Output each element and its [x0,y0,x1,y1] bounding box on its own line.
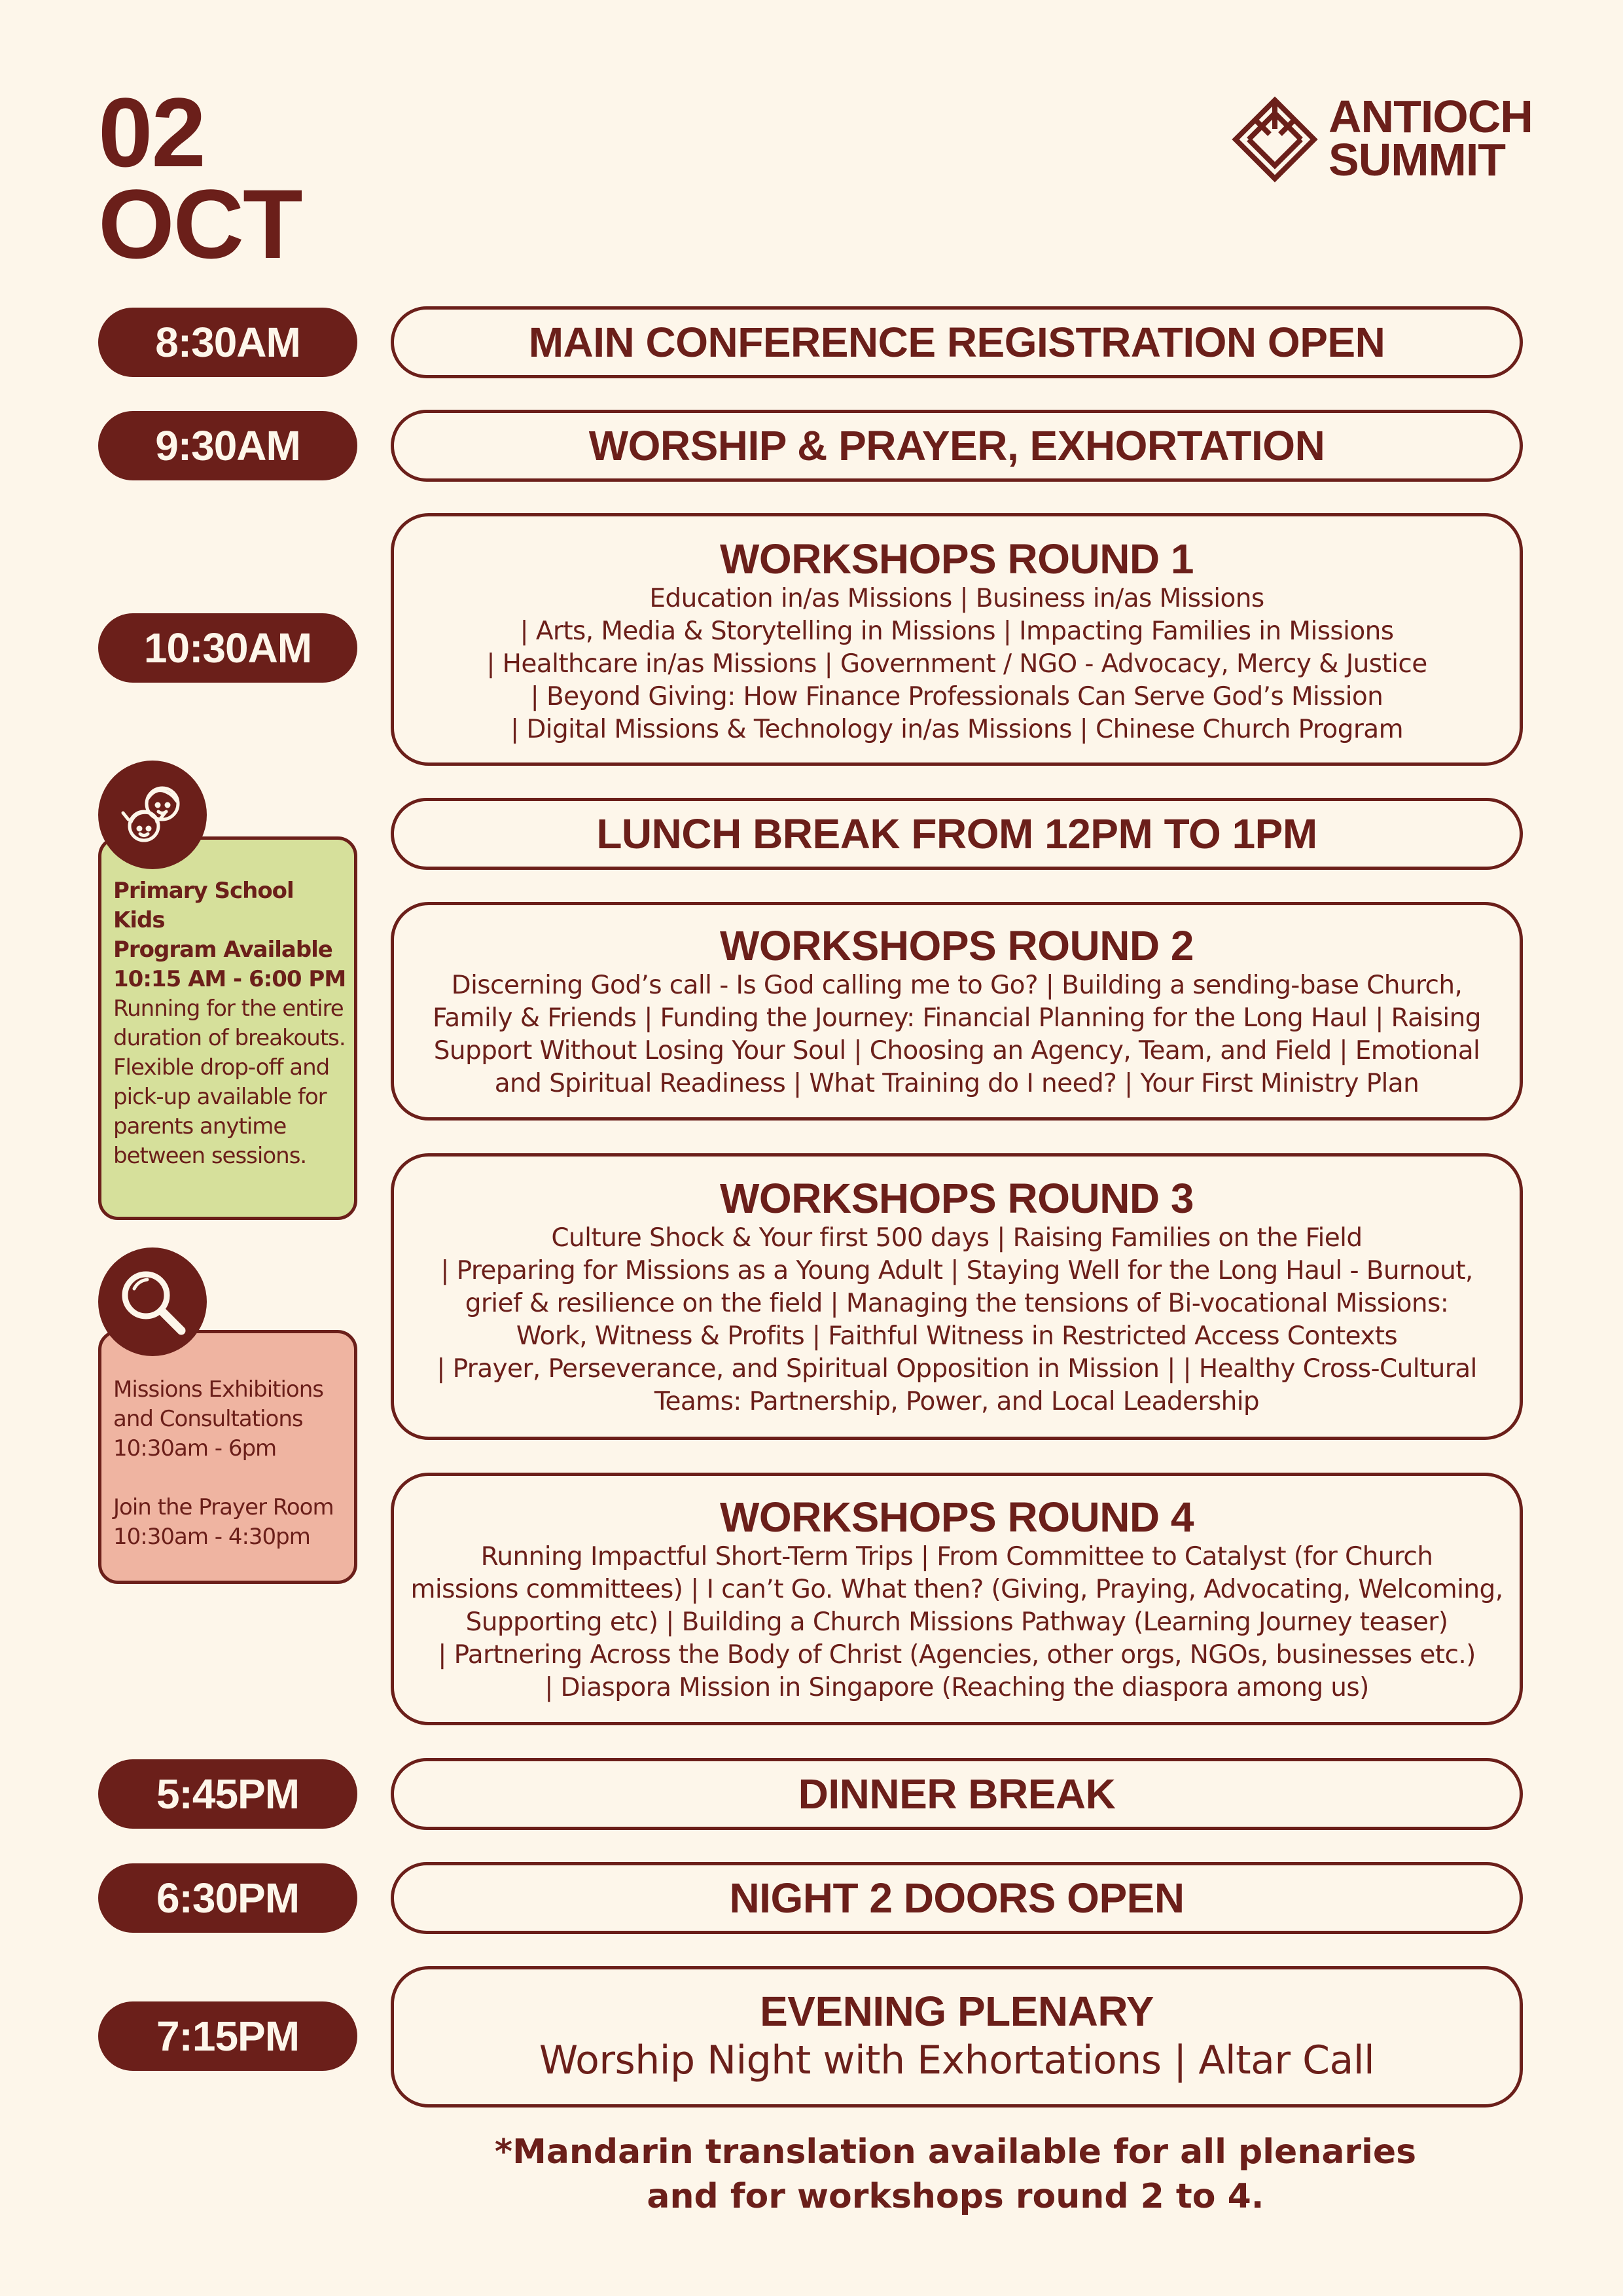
schedule-item-workshops-1 [391,513,1523,766]
schedule-title: LUNCH BREAK FROM 12PM TO 1PM [596,810,1317,857]
footnote-line-1: *Mandarin translation available for all plenaries [494,2132,1417,2172]
time-pill: 8:30AM [98,308,357,377]
schedule-title: WORKSHOPS ROUND 1 [720,535,1194,583]
kids-time: 10:15 AM - 6:00 PM [113,966,346,992]
schedule-title: WORSHIP & PRAYER, EXHORTATION [588,422,1325,469]
missions-heading-1: Missions Exhibitions [113,1376,323,1403]
workshop-list: Education in/as Missions | Business in/as Missions | Arts, Media & Storytelling in Missions | Impacting Families in Missions | Healthcare in/as Missions | Government / NGO - Advocacy, Mercy & Justice | Beyond Giving: How Finance Professionals Can Serve God’s Mission | Digital Missions & Technology in/as Missions | Chinese Church Program [486,584,1427,744]
schedule-item-dinner [391,1758,1523,1830]
schedule-item-workshops-4 [391,1473,1523,1725]
kids-program-note [98,836,357,1220]
kids-heading-1: Primary School Kids [113,878,294,933]
schedule-title: WORKSHOPS ROUND 3 [720,1175,1194,1222]
schedule-subtitle: Worship Night with Exhortations | Altar Call [539,2037,1375,2083]
diamond-logo-icon [1232,96,1318,183]
schedule-title: NIGHT 2 DOORS OPEN [729,1874,1185,1922]
schedule-item-lunch [391,798,1523,870]
schedule-item-workshops-2 [391,902,1523,1121]
kids-heading-2: Program Available [113,937,332,963]
schedule-title: WORKSHOPS ROUND 2 [720,922,1194,969]
date-day: 02 [98,77,205,187]
schedule-title: DINNER BREAK [798,1770,1116,1818]
time-pill: 6:30PM [98,1863,357,1933]
kids-body: Running for the entire duration of breakouts. Flexible drop-off and pick-up available for parents anytime between sessions. [113,996,346,1169]
schedule-title: MAIN CONFERENCE REGISTRATION OPEN [528,319,1385,366]
prayer-room-label: Join the Prayer Room [113,1494,334,1520]
missions-heading-2: and Consultations [113,1406,303,1432]
time-pill: 7:15PM [98,2001,357,2071]
translation-footnote [458,2130,1453,2219]
workshop-list: Culture Shock & Your first 500 days | Raising Families on the Field | Preparing for Missions as a Young Adult | Staying Well for the Long Haul - Burnout, grief & resilience on the field | Managing the tensions of Bi-vocational Missions: Work, Witness & Profits | Faithful Witness in Restricted Access Contexts | Prayer, Perseverance, and Spiritual Opposition in Mission | | Healthy Cross-Cultural Teams: Partnership, Power, and Local Leadership [437,1223,1477,1416]
kids-icon [98,761,207,869]
schedule-item-workshops-3 [391,1153,1523,1440]
logo-line-1: ANTIOCH [1329,91,1533,142]
workshop-list: Running Impactful Short-Term Trips | From Committee to Catalyst (for Church missions committees) | I can’t Go. What then? (Giving, Praying, Advocating, Welcoming, Supporting etc) | Building a Church Missions Pathway (Learning Journey teaser) | Partnering Across the Body of Christ (Agencies, other orgs, NGOs, businesses etc.) | Diaspora Mission in Singapore (Reaching the diaspora among us) [410,1542,1503,1702]
search-icon [98,1247,207,1356]
event-date [98,77,302,279]
missions-exhibition-note [98,1330,357,1584]
workshop-list: Discerning God’s call - Is God calling me to Go? | Building a sending-base Church, Family & Friends | Funding the Journey: Financial Planning for the Long Haul | Raising Support Without Losing Your Soul | Choosing an Agency, Team, and Field | Emotional and Spiritual Readiness | What Training do I need? | Your First Ministry Plan [433,971,1481,1098]
schedule-item-evening-plenary [391,1966,1523,2108]
date-month: OCT [98,169,302,279]
time-pill: 5:45PM [98,1759,357,1829]
schedule-item-doors-open [391,1862,1523,1934]
schedule-item-worship [391,410,1523,482]
schedule-item-registration [391,306,1523,378]
logo-line-2: SUMMIT [1329,134,1506,185]
missions-time: 10:30am - 6pm [113,1435,277,1462]
prayer-room-time: 10:30am - 4:30pm [113,1524,310,1550]
time-pill: 10:30AM [98,613,357,683]
schedule-title: EVENING PLENARY [760,1988,1154,2035]
footnote-line-2: and for workshops round 2 to 4. [647,2177,1264,2216]
antioch-summit-logo [1232,91,1533,187]
schedule-title: WORKSHOPS ROUND 4 [720,1494,1194,1541]
time-pill: 9:30AM [98,411,357,480]
